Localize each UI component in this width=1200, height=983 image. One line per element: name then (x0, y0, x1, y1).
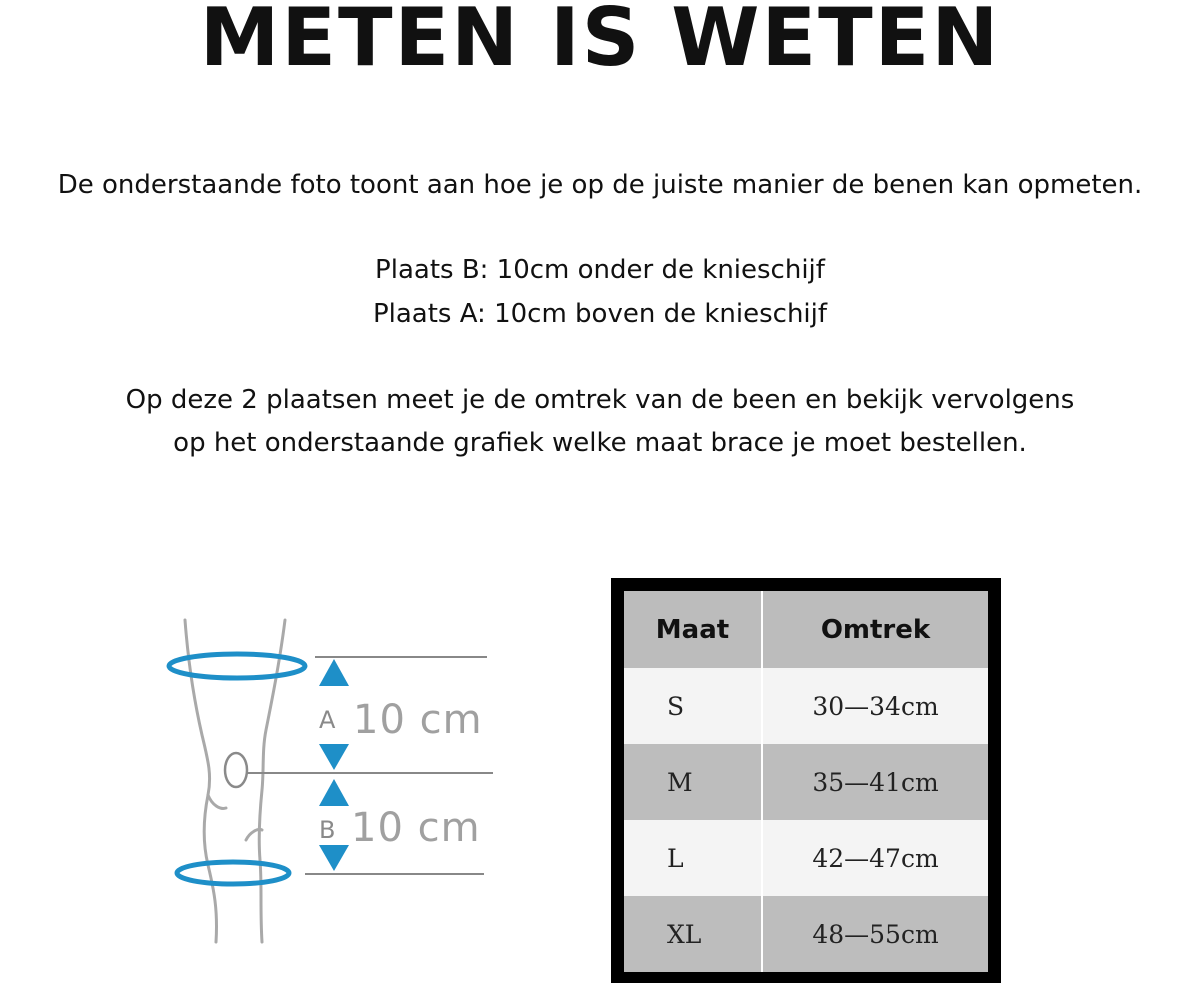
range-cell: 30—34cm (762, 668, 988, 744)
place-a-text: Plaats A: 10cm boven de knieschijf (372, 299, 828, 329)
header-maat: Maat (624, 591, 762, 668)
range-cell: 48—55cm (762, 896, 988, 972)
ring-b-icon (177, 862, 289, 884)
measure-rings (169, 654, 305, 884)
arrow-up-icon (319, 659, 349, 686)
kneecap-icon (225, 753, 247, 787)
range-cell: 35—41cm (762, 744, 988, 820)
arrow-up-icon (319, 779, 349, 806)
page-title: METEN IS WETEN (199, 0, 1001, 84)
knee-inner-fold (208, 795, 226, 808)
size-table (624, 591, 988, 972)
table-row (624, 896, 988, 972)
size-table-frame (611, 578, 1001, 983)
size-cell: S (624, 668, 762, 744)
leg-right-contour (259, 620, 285, 942)
instruction-line-2: op het onderstaande grafiek welke maat brace je moet bestellen. (173, 428, 1027, 458)
table-row (624, 668, 988, 744)
label-b: B (319, 816, 336, 844)
leg-outline (185, 620, 285, 942)
table-row (624, 744, 988, 820)
size-cell: M (624, 744, 762, 820)
leg-left-contour (185, 620, 217, 942)
measure-a-text: 10 cm (353, 697, 483, 743)
table-row (624, 820, 988, 896)
arrow-down-icon (319, 845, 349, 871)
intro-text: De onderstaande foto toont aan hoe je op de juiste manier de benen kan opmeten. (57, 170, 1143, 200)
table-header-row (624, 591, 988, 668)
size-cell: XL (624, 896, 762, 972)
range-cell: 42—47cm (762, 820, 988, 896)
size-cell: L (624, 820, 762, 896)
header-omtrek: Omtrek (762, 591, 988, 668)
measure-b-text: 10 cm (351, 805, 481, 851)
knee-measure-diagram (150, 600, 510, 960)
label-a: A (319, 706, 336, 734)
instruction-line-1: Op deze 2 plaatsen meet je de omtrek van de been en bekijk vervolgens (125, 385, 1075, 415)
knee-diagram-svg (150, 600, 510, 960)
arrow-down-icon (319, 744, 349, 770)
place-b-text: Plaats B: 10cm onder de knieschijf (375, 255, 825, 285)
